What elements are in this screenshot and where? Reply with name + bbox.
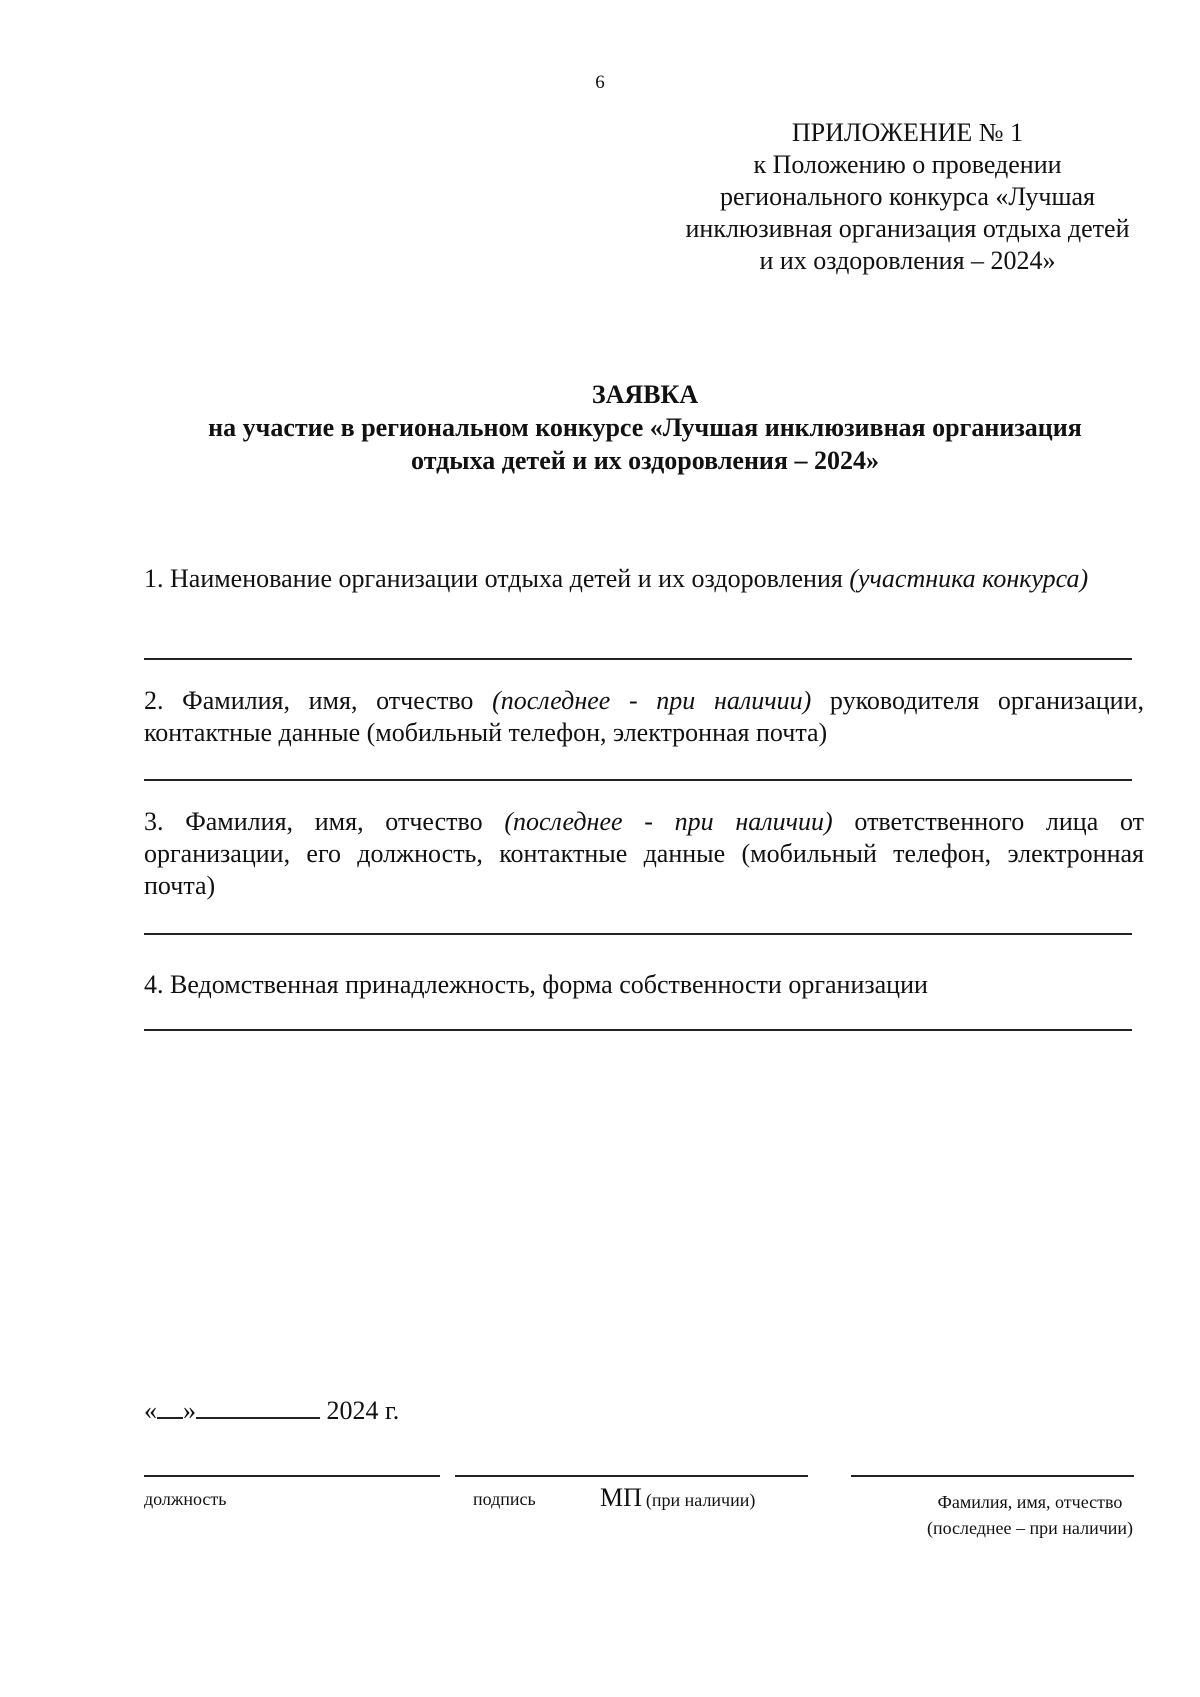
field-label-text-after: руководителя организации, контактные данные (мобильный телефон, электронная почта) [144,686,1144,747]
appendix-block [655,117,1160,277]
stamp-caption [600,1483,755,1513]
date-year: 2024 г. [320,1396,400,1425]
field-4-label [144,969,1144,1001]
appendix-line: и их оздоровления – 2024» [759,246,1056,275]
form-subtitle-line: отдыха детей и их оздоровления – 2024» [411,446,879,475]
appendix-line: ПРИЛОЖЕНИЕ № 1 [791,118,1024,147]
field-label-text: 4. Ведомственная принадлежность, форма собственности организации [144,970,928,999]
appendix-line: к Положению о проведении [753,150,1062,179]
field-2-answer-line[interactable] [144,779,1132,781]
field-label-text: 2. Фамилия, имя, отчество [144,686,493,715]
date-open-quote: « [144,1396,157,1425]
field-label-text: 1. Наименование организации отдыха детей и их оздоровления [144,564,850,593]
field-label-text-after: ответственного лица от организации, его должность, контактные данные (мобильный телефон, электронная почта) [144,807,1145,900]
form-header [120,378,1170,477]
appendix-line: инклюзивная организация отдыха детей [685,214,1130,243]
signature-line[interactable] [455,1475,808,1477]
field-1-answer-line[interactable] [144,658,1132,660]
fio-caption-line: (последнее – при наличии) [926,1518,1134,1538]
stamp-label: МП [600,1483,642,1512]
appendix-line: регионального конкурса «Лучшая [719,182,1096,211]
stamp-note: (при наличии) [645,1490,756,1510]
field-label-note: (участника конкурса) [849,564,1089,593]
position-caption: должность [144,1489,227,1509]
field-label-note: (последнее - при наличии) [504,807,833,836]
form-subtitle-line: на участие в региональном конкурсе «Лучшая инклюзивная организация [208,413,1082,442]
date-close-quote: » [183,1396,196,1425]
field-2-label [144,685,1144,749]
signature-caption: подпись [473,1489,536,1509]
day-blank[interactable] [157,1391,183,1419]
fio-signature-line[interactable] [851,1475,1134,1477]
field-3-answer-line[interactable] [144,933,1132,935]
fio-caption [910,1489,1150,1541]
field-3-label [144,806,1144,902]
month-blank[interactable] [196,1391,320,1419]
position-signature-line[interactable] [144,1475,440,1477]
field-label-text: 3. Фамилия, имя, отчество [144,807,505,836]
field-1-label [144,563,1144,595]
field-label-note: (последнее - при наличии) [492,686,812,715]
fio-caption-line: Фамилия, имя, отчество [937,1492,1123,1512]
field-4-answer-line[interactable] [144,1029,1132,1031]
date-line [144,1391,399,1426]
page-number: 6 [595,72,605,93]
form-title: ЗАЯВКА [591,380,699,409]
